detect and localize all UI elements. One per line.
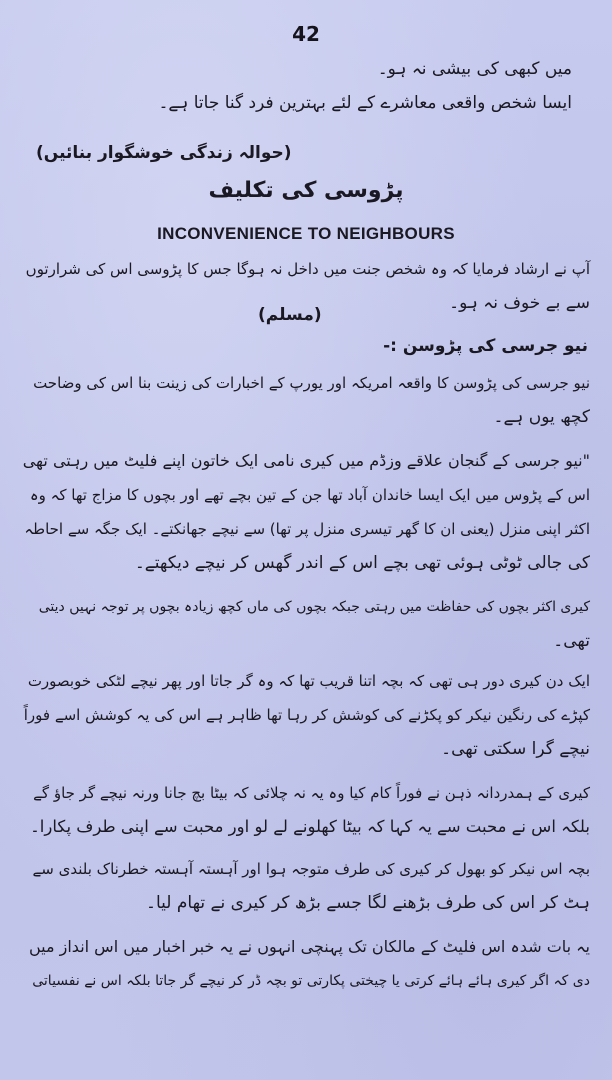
- paragraph-line: کپڑے کی رنگین نیکر کو پکڑنے کی کوشش کر رہا تھا ظاہر ہے اس کی یہ کوشش اسے فوراً: [23, 706, 590, 724]
- paragraph-line: کچھ یوں ہے۔: [493, 407, 590, 427]
- paragraph-line: نیو جرسی کی پڑوسن کا واقعہ امریکہ اور یورپ کے اخبارات کی زینت بنا اس کی وضاحت: [33, 374, 590, 392]
- book-reference: (حوالہ زندگی خوشگوار بنائیں): [36, 143, 292, 163]
- paragraph-line: بلکہ اس نے محبت سے یہ کہا کہ بیٹا کھلونے لے لو اور محبت سے اپنی طرف پکارا۔: [30, 817, 590, 836]
- paragraph-line: کیری اکثر بچوں کی حفاظت میں رہتی جبکہ بچوں کی ماں کچھ زیادہ بچوں پر توجہ نہیں دیتی: [38, 599, 590, 615]
- chapter-heading-english: INCONVENIENCE TO NEIGHBOURS: [157, 224, 455, 243]
- paragraph-line: ہٹ کر اس کی طرف بڑھنے لگا جسے بڑھ کر کیری نے تھام لیا۔: [146, 893, 590, 913]
- paragraph-line: اس کے پڑوس میں ایک ایسا خاندان آباد تھا جن کے تین بچے تھے اور بچوں کا مزاج تھا کہ وہ: [29, 486, 590, 504]
- paragraph-line: بچہ اس نیکر کو بھول کر کیری کی طرف متوجہ ہوا اور آہستہ آہستہ خطرناک بلندی سے: [32, 860, 590, 878]
- paragraph-line: کیری کے ہمدردانہ ذہن نے فوراً کام کیا وہ یہ نہ چلائی کہ بیٹا بچ جانا ورنہ نیچے گر جاؤ گے: [33, 784, 590, 802]
- hadith-source: (مسلم): [258, 305, 322, 325]
- hadith-line: آپ نے ارشاد فرمایا کہ وہ شخص جنت میں داخل نہ ہوگا جس کا پڑوسی اس کی شرارتوں: [25, 260, 590, 278]
- paragraph-line: ایک دن کیری دور ہی تھی کہ بچہ اتنا قریب تھا کہ وہ گر جاتا اور پھر نیچے لٹکی خوبصورت: [27, 672, 590, 690]
- hadith-line: سے بے خوف نہ ہو۔: [449, 293, 590, 313]
- paragraph-line: "نیو جرسی کے گنجان علاقے وزڈم میں کیری نامی ایک خاتون اپنے فلیٹ میں رہتی تھی: [22, 451, 590, 470]
- intro-line: میں کبھی کی بیشی نہ ہو۔: [377, 59, 572, 79]
- intro-line: ایسا شخص واقعی معاشرے کے لئے بہترین فرد گنا جاتا ہے۔: [158, 93, 572, 113]
- chapter-heading-urdu: پڑوسی کی تکلیف: [208, 178, 404, 203]
- paragraph-line: اکثر اپنی منزل (یعنی ان کا گھر تیسری منزل پر تھا) سے نیچے جھانکتے۔ ایک جگہ سے احاطہ: [24, 520, 590, 538]
- paragraph-line: نیچے گرا سکتی تھی۔: [441, 739, 590, 759]
- paragraph-line: دی کہ اگر کیری ہائے ہائے کرتی یا چیختی پکارتی تو بچہ ڈر کر نیچے گر جاتا بلکہ اس نے نفسیاتی: [32, 973, 590, 989]
- paragraph-line: تھی۔: [553, 631, 590, 651]
- section-subheading: نیو جرسی کی پڑوسن :-: [383, 336, 588, 356]
- paragraph-line: یہ بات شدہ اس فلیٹ کے مالکان تک پہنچی انہوں نے یہ خبر اخبار میں اس انداز میں: [28, 937, 590, 956]
- page-number: 42: [292, 22, 320, 46]
- paragraph-line: کی جالی ٹوٹی ہوئی تھی بچے اس کے اندر گھس کر نیچے دیکھتے۔: [134, 553, 590, 573]
